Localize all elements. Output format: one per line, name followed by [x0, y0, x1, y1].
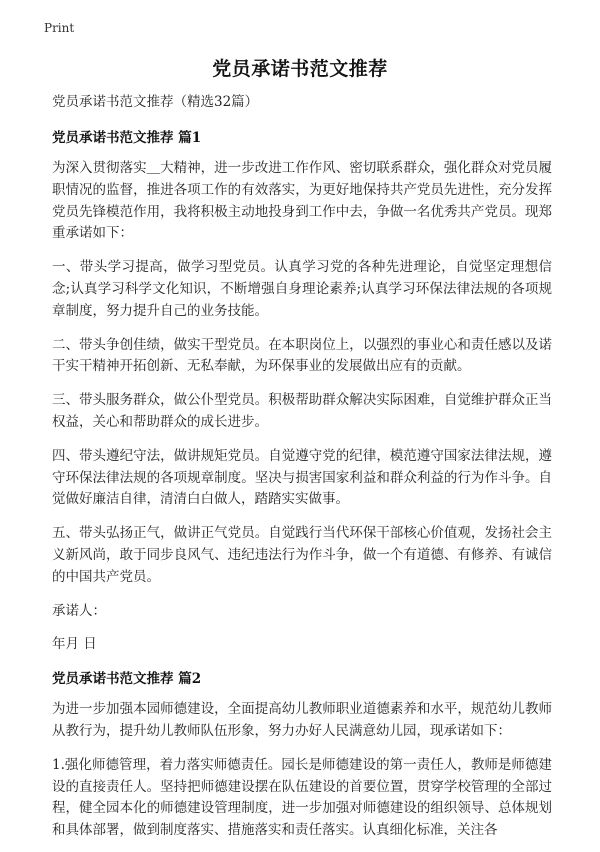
document-subtitle: 党员承诺书范文推荐（精选32篇）	[52, 94, 259, 110]
paragraph: 五、带头弘扬正气，做讲正气党员。自觉践行当代环保干部核心价值观，发扬社会主义新风尚，敢于同步良风气、违纪违法行为作斗争，做一个有道德、有修养、有诚信的中国共产党员。	[52, 525, 552, 585]
signature-label: 承诺人：	[52, 602, 106, 619]
paragraph: 为进一步加强本园师德建设，全面提高幼儿教师职业道德素养和水平，规范幼儿教师从教行为，提升幼儿教师队伍形象，努力办好人民满意幼儿园，现承诺如下：	[52, 701, 552, 739]
paragraph: 一、带头学习提高，做学习型党员。认真学习党的各种先进理论，自觉坚定理想信念;认真学习科学文化知识，不断增强自身理论素养;认真学习环保法律法规的各项规章制度，努力提升自己的业务技能。	[52, 259, 552, 319]
paragraph: 为深入贯彻落实＿大精神，进一步改进工作作风、密切联系群众，强化群众对党员履职情况的监督，推进各项工作的有效落实，为更好地保持共产党员先进性，充分发挥党员先锋模范作用，我将积极主动地投身到工作中去，争做一名优秀共产党员。现郑重承诺如下：	[52, 160, 552, 242]
section-heading: 党员承诺书范文推荐 篇2	[52, 671, 202, 688]
section-2	[52, 668, 552, 842]
print-link[interactable]: Print	[44, 21, 75, 35]
date-label: 年月 日	[52, 636, 97, 653]
paragraph: 三、带头服务群众，做公仆型党员。积极帮助群众解决实际困难，自觉维护群众正当权益，关心和帮助群众的成长进步。	[52, 392, 552, 430]
document-title: 党员承诺书范文推荐	[212, 58, 388, 80]
document-body	[52, 91, 552, 852]
section-1	[52, 127, 552, 656]
paragraph: 1.强化师德管理，着力落实师德责任。园长是师德建设的第一责任人，教师是师德建设的直接责任人。坚持把师德建设摆在队伍建设的首要位置，贯穿学校管理的全部过程，健全园本化的师德建设管理制度，进一步加强对师德建设的组织领导、总体规划和具体部署，做到制度落实、措施落实和责任落实。认真细化标准，关注各	[52, 756, 552, 839]
section-heading: 党员承诺书范文推荐 篇1	[52, 130, 202, 146]
paragraph: 二、带头争创佳绩，做实干型党员。在本职岗位上，以强烈的事业心和责任感以及诺干实干精神开拓创新、无私奉献，为环保事业的发展做出应有的贡献。	[52, 336, 552, 375]
paragraph: 四、带头遵纪守法，做讲规矩党员。自觉遵守党的纪律，模范遵守国家法律法规，遵守环保法律法规的各项规章制度。坚决与损害国家利益和群众利益的行为作斗争。自觉做好廉洁自律，清清白白做人，踏踏实实做事。	[52, 447, 552, 508]
